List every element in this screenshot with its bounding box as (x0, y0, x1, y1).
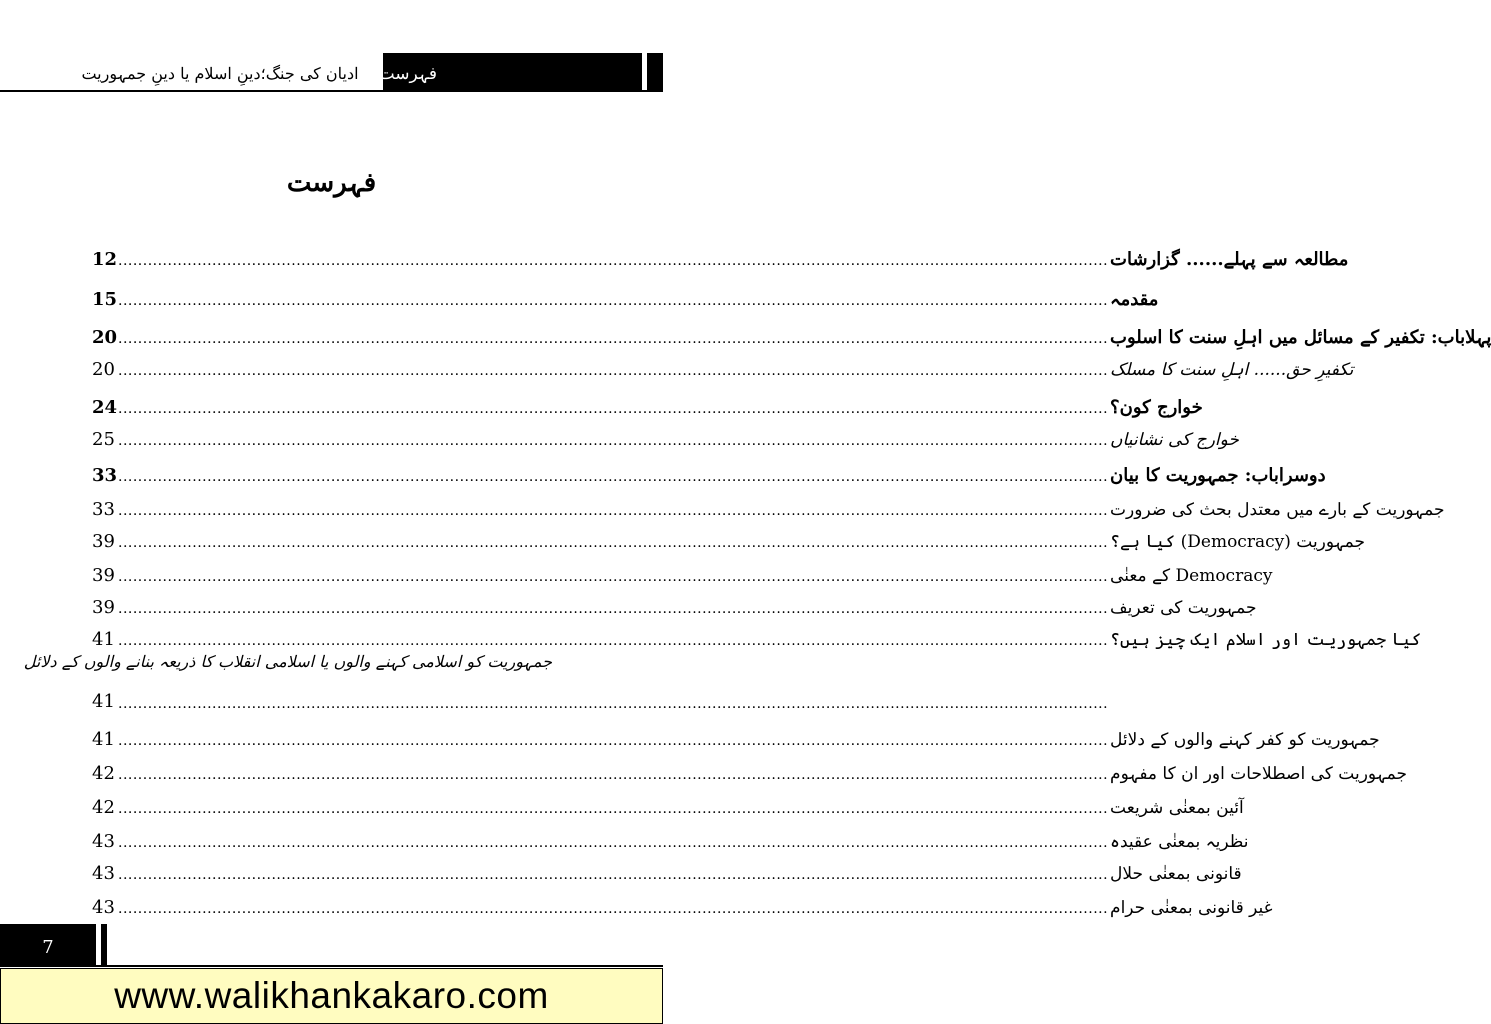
page-number: 7 (0, 924, 96, 966)
toc-entry[interactable] (92, 854, 1242, 884)
toc-entry[interactable] (92, 420, 1239, 450)
toc-entry-text: جمہوریت کو کفر کہنے والوں کے دلائل (1110, 730, 1380, 750)
dot-leader: ........................................................................................................................................................................................................ (118, 867, 1109, 883)
toc-page-number: 20 (92, 359, 115, 380)
toc-entry-text: جمہوریت کو اسلامی کہنے والوں یا اسلامی انقلاب کا ذریعہ بنانے والوں کے دلائل (23, 652, 552, 671)
dot-leader: ........................................................................................................................................................................................................ (118, 601, 1109, 617)
toc-entry[interactable] (92, 490, 1445, 520)
toc-entry-text: مقدمہ (1110, 289, 1159, 310)
toc-entry[interactable] (92, 788, 1244, 818)
toc-entry[interactable] (92, 240, 1349, 270)
toc-entry[interactable] (92, 720, 1380, 750)
toc-entry-text: غیر قانونی بمعنٰی حرام (1110, 898, 1273, 918)
toc-page-number: 25 (92, 429, 115, 450)
dot-leader: ........................................................................................................................................................................................................ (118, 293, 1109, 309)
toc-entry[interactable] (92, 822, 1249, 852)
toc-page-number: 39 (92, 531, 115, 552)
toc-entry-text: جمہوریت کے بارے میں معتدل بحث کی ضرورت (1110, 500, 1445, 520)
toc-entry-text: Democracy کے معنٰی (1110, 566, 1273, 586)
dot-leader: ........................................................................................................................................................................................................ (118, 331, 1109, 347)
toc-page-number: 39 (92, 597, 115, 618)
toc-page-number: 33 (92, 499, 115, 520)
toc-entry[interactable] (92, 456, 1326, 486)
toc-entry[interactable] (92, 350, 1354, 380)
toc-page-number: 39 (92, 565, 115, 586)
toc-entry[interactable] (92, 754, 1407, 784)
toc-entry-text: جمہوریت کی تعریف (1110, 598, 1257, 618)
toc-page-number: 24 (92, 397, 118, 418)
section-label: فہرست (383, 53, 642, 91)
toc-entry[interactable] (92, 588, 1257, 618)
toc-entry[interactable] (92, 556, 1273, 586)
toc-entry-text: نظریہ بمعنٰی عقیدہ (1110, 832, 1249, 852)
toc-page-number: 43 (92, 897, 115, 918)
book-title: ادیان کی جنگ؛دینِ اسلام یا دینِ جمہوریت (81, 64, 359, 83)
toc-entry-text: پہلاباب: تکفیر کے مسائل میں اہلِ سنت کا اسلوب (1110, 327, 1491, 348)
toc-entry-text: قانونی بمعنٰی حلال (1110, 864, 1242, 884)
toc-page-number: 42 (92, 763, 115, 784)
dot-leader: ........................................................................................................................................................................................................ (118, 363, 1109, 379)
toc-entry[interactable] (92, 280, 1159, 310)
toc-entry[interactable] (92, 522, 1365, 552)
toc-entry-text: کیا جمہوریت اور اسلام ایک چیز ہیں؟ (1110, 630, 1422, 650)
footer-rule (0, 965, 663, 967)
dot-leader: ........................................................................................................................................................................................................ (118, 535, 1109, 551)
toc-entry[interactable] (92, 688, 1109, 712)
dot-leader: ........................................................................................................................................................................................................ (118, 696, 1109, 712)
dot-leader: ........................................................................................................................................................................................................ (118, 253, 1109, 269)
dot-leader: ........................................................................................................................................................................................................ (118, 503, 1109, 519)
toc-entry-text: جمہوریت کی اصطلاحات اور ان کا مفہوم (1110, 764, 1407, 784)
toc-page-number: 41 (92, 691, 115, 712)
toc-page-number: 33 (92, 465, 118, 486)
dot-leader: ........................................................................................................................................................................................................ (118, 469, 1109, 485)
dot-leader: ........................................................................................................................................................................................................ (118, 801, 1109, 817)
toc-entry[interactable] (92, 388, 1203, 418)
website-banner[interactable]: www.walikhankakaro.com (0, 968, 663, 1024)
toc-entry[interactable] (92, 318, 1491, 348)
toc-page-number: 41 (92, 629, 115, 650)
dot-leader: ........................................................................................................................................................................................................ (118, 401, 1109, 417)
dot-leader: ........................................................................................................................................................................................................ (118, 633, 1109, 649)
toc-page-number: 43 (92, 863, 115, 884)
toc-entry-text: جمہوریت (Democracy) کیا ہے؟ (1110, 532, 1365, 552)
page-title: فہرست (286, 168, 377, 198)
toc-entry-text: خوارج کون؟ (1110, 397, 1203, 418)
toc-entry-text: تکفیرِ حق...... اہلِ سنت کا مسلک (1110, 360, 1354, 380)
dot-leader: ........................................................................................................................................................................................................ (118, 733, 1109, 749)
toc-page-number: 43 (92, 831, 115, 852)
toc-entry-text: خوارج کی نشانیاں (1110, 430, 1239, 450)
toc-page-number: 20 (92, 327, 118, 348)
toc-page-number: 41 (92, 729, 115, 750)
dot-leader: ........................................................................................................................................................................................................ (118, 569, 1109, 585)
toc-page-number: 42 (92, 797, 115, 818)
toc-entry-text: مطالعہ سے پہلے...... گزارشات (1110, 249, 1349, 270)
dot-leader: ........................................................................................................................................................................................................ (118, 835, 1109, 851)
dot-leader: ........................................................................................................................................................................................................ (118, 433, 1109, 449)
toc-entry[interactable] (92, 888, 1273, 918)
toc-entry-text: آئین بمعنٰی شریعت (1110, 798, 1244, 818)
toc-page-number: 12 (92, 249, 118, 270)
dot-leader: ........................................................................................................................................................................................................ (118, 767, 1109, 783)
footer-bar (101, 924, 107, 966)
toc-page-number: 15 (92, 289, 118, 310)
toc-entry[interactable] (92, 620, 1422, 650)
toc-entry-text: دوسراباب: جمہوریت کا بیان (1110, 465, 1326, 486)
dot-leader: ........................................................................................................................................................................................................ (118, 901, 1109, 917)
